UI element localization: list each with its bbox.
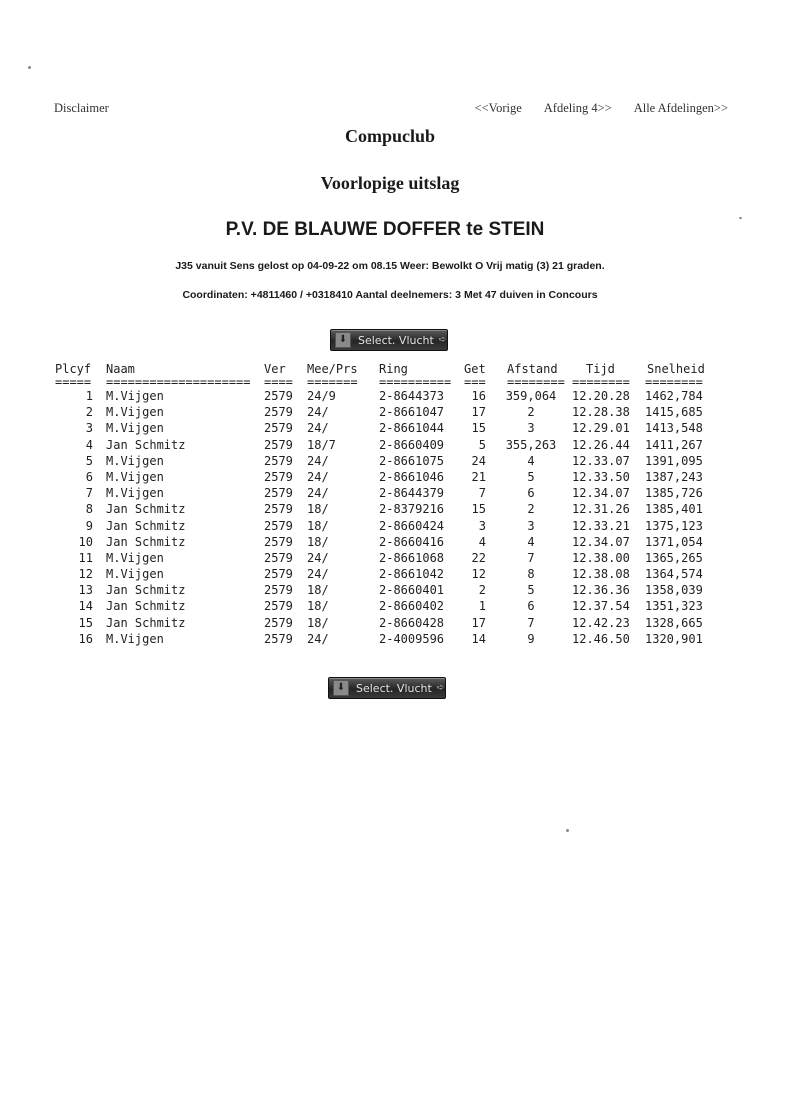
select-flight-label: Select. Vlucht [356, 681, 432, 695]
cell-ver: 2579 [264, 599, 293, 614]
cell-naam: M.Vijgen [106, 567, 164, 582]
cell-ver: 2579 [264, 583, 293, 598]
cell-tijd: 12.36.36 [572, 583, 630, 598]
select-flight-button-bottom[interactable] [328, 677, 446, 699]
cell-get: 21 [471, 469, 486, 484]
header-snelheid: Snelheid [647, 362, 705, 376]
cell-plcyf: 8 [85, 502, 93, 517]
arrow-right-icon: ➪ [438, 335, 447, 345]
club-title: Compuclub [344, 126, 436, 146]
table-row [55, 632, 755, 648]
cell-plcyf: 10 [78, 534, 93, 549]
race-info: J35 vanuit Sens gelost op 04-09-22 om 08.15 Weer: Bewolkt O Vrij matig (3) 21 graden. [175, 260, 605, 272]
cell-mee-prs: 18/ [307, 599, 329, 614]
table-row [55, 535, 755, 551]
all-sections-link[interactable]: Alle Afdelingen>> [633, 101, 728, 115]
cell-mee-prs: 24/ [307, 405, 329, 420]
cell-tijd: 12.42.23 [572, 615, 630, 630]
cell-tijd: 12.34.07 [572, 486, 630, 501]
cell-ring: 2-8660402 [379, 599, 445, 614]
table-separator-row [55, 375, 755, 389]
cell-ver: 2579 [264, 502, 293, 517]
cell-tijd: 12.26.44 [572, 437, 630, 452]
cell-afstand: 9 [527, 631, 535, 646]
cell-naam: Jan Schmitz [106, 437, 186, 452]
cell-tijd: 12.38.00 [572, 550, 630, 565]
header-afstand: Afstand [507, 362, 558, 376]
cell-naam: M.Vijgen [106, 405, 164, 420]
cell-afstand: 5 [527, 469, 535, 484]
cell-snelheid: 1391,095 [645, 453, 703, 468]
cell-ver: 2579 [264, 550, 293, 565]
results-subtitle: Voorlopige uitslag [320, 173, 460, 193]
cell-afstand: 4 [527, 453, 535, 468]
cell-mee-prs: 24/9 [307, 389, 336, 403]
cell-get: 7 [478, 486, 486, 501]
cell-mee-prs: 24/ [307, 567, 329, 582]
cell-naam: Jan Schmitz [106, 534, 186, 549]
cell-get: 4 [478, 534, 486, 549]
cell-ring: 2-8660401 [379, 583, 445, 598]
cell-ver: 2579 [264, 389, 293, 403]
header-naam: Naam [106, 362, 135, 376]
cell-snelheid: 1358,039 [645, 583, 703, 598]
cell-naam: M.Vijgen [106, 631, 164, 646]
cell-tijd: 12.33.50 [572, 469, 630, 484]
table-row [55, 599, 755, 615]
separator-ver: ==== [264, 375, 293, 389]
previous-link[interactable]: <<Vorige [474, 101, 522, 115]
cell-afstand: 6 [527, 486, 535, 501]
cell-plcyf: 6 [85, 469, 93, 484]
separator-ring: ========== [379, 375, 452, 389]
separator-snelheid: ======== [645, 375, 703, 389]
cell-snelheid: 1371,054 [645, 534, 703, 549]
header-tijd: Tijd [586, 362, 615, 376]
cell-get: 16 [471, 389, 486, 403]
organization-title: P.V. DE BLAUWE DOFFER te STEIN [225, 219, 545, 240]
cell-afstand: 355,263 [505, 437, 557, 452]
cell-get: 1 [478, 599, 486, 614]
cell-snelheid: 1385,401 [645, 502, 703, 517]
cell-mee-prs: 24/ [307, 469, 329, 484]
cell-get: 24 [471, 453, 486, 468]
section-nav [475, 101, 728, 116]
cell-snelheid: 1411,267 [645, 437, 703, 452]
separator-mee-prs: ======= [307, 375, 358, 389]
select-flight-button-top[interactable] [330, 329, 448, 351]
cell-afstand: 7 [527, 550, 535, 565]
cell-ring: 2-8660409 [379, 437, 445, 452]
cell-plcyf: 12 [78, 567, 93, 582]
table-row [55, 454, 755, 470]
cell-ring: 2-4009596 [379, 631, 445, 646]
cell-plcyf: 5 [85, 453, 93, 468]
cell-ver: 2579 [264, 469, 293, 484]
table-row [55, 438, 755, 454]
cell-afstand: 3 [527, 421, 535, 436]
cell-snelheid: 1328,665 [645, 615, 703, 630]
cell-ring: 2-8660428 [379, 615, 445, 630]
cell-get: 2 [478, 583, 486, 598]
results-table [55, 362, 755, 648]
cell-tijd: 12.29.01 [572, 421, 630, 436]
header-ver: Ver [264, 362, 286, 376]
cell-get: 3 [478, 518, 486, 533]
cell-tijd: 12.28.38 [572, 405, 630, 420]
cell-tijd: 12.20.28 [572, 389, 630, 403]
cell-plcyf: 14 [78, 599, 93, 614]
cell-tijd: 12.34.07 [572, 534, 630, 549]
cell-ring: 2-8661046 [379, 469, 445, 484]
cell-snelheid: 1387,243 [645, 469, 703, 484]
cell-ring: 2-8661044 [379, 421, 445, 436]
cell-plcyf: 2 [85, 405, 93, 420]
header-plcyf: Plcyf [55, 362, 92, 376]
table-row [55, 389, 755, 405]
cell-ring: 2-8644373 [379, 389, 445, 403]
cell-naam: M.Vijgen [106, 453, 164, 468]
cell-mee-prs: 24/ [307, 550, 329, 565]
coordinates-info: Coordinaten: +4811460 / +0318410 Aantal deelnemers: 3 Met 47 duiven in Concours [182, 289, 598, 301]
cell-tijd: 12.33.21 [572, 518, 630, 533]
cell-get: 17 [471, 405, 486, 420]
cell-ver: 2579 [264, 421, 293, 436]
cell-ring: 2-8379216 [379, 502, 445, 517]
cell-ring: 2-8661075 [379, 453, 445, 468]
cell-ring: 2-8661068 [379, 550, 445, 565]
cell-afstand: 8 [527, 567, 535, 582]
cell-ver: 2579 [264, 518, 293, 533]
table-row [55, 616, 755, 632]
cell-mee-prs: 18/ [307, 583, 329, 598]
cell-naam: M.Vijgen [106, 389, 164, 403]
cell-tijd: 12.37.54 [572, 599, 630, 614]
cell-naam: M.Vijgen [106, 550, 164, 565]
cell-plcyf: 16 [78, 631, 93, 646]
cell-afstand: 7 [527, 615, 535, 630]
scan-speck [566, 829, 569, 832]
table-row [55, 470, 755, 486]
cell-ver: 2579 [264, 453, 293, 468]
cell-ver: 2579 [264, 437, 293, 452]
header-get: Get [464, 362, 486, 376]
cell-mee-prs: 24/ [307, 421, 329, 436]
cell-get: 17 [471, 615, 486, 630]
cell-tijd: 12.38.08 [572, 567, 630, 582]
cell-afstand: 5 [527, 583, 535, 598]
cell-get: 14 [471, 631, 486, 646]
cell-get: 12 [471, 567, 486, 582]
cell-mee-prs: 18/ [307, 502, 329, 517]
table-row [55, 421, 755, 437]
cell-naam: Jan Schmitz [106, 615, 186, 630]
select-flight-label: Select. Vlucht [358, 333, 434, 347]
cell-mee-prs: 24/ [307, 486, 329, 501]
cell-tijd: 12.31.26 [572, 502, 630, 517]
cell-ver: 2579 [264, 405, 293, 420]
header-mee-prs: Mee/Prs [307, 362, 358, 376]
cell-plcyf: 1 [85, 389, 93, 403]
cell-naam: Jan Schmitz [106, 599, 186, 614]
cell-get: 22 [471, 550, 486, 565]
cell-tijd: 12.46.50 [572, 631, 630, 646]
separator-tijd: ======== [572, 375, 630, 389]
cell-snelheid: 1375,123 [645, 518, 703, 533]
table-row [55, 583, 755, 599]
table-row [55, 551, 755, 567]
cell-ver: 2579 [264, 567, 293, 582]
cell-snelheid: 1413,548 [645, 421, 703, 436]
table-row [55, 519, 755, 535]
cell-afstand: 2 [527, 405, 535, 420]
cell-ring: 2-8661047 [379, 405, 445, 420]
cell-afstand: 2 [527, 502, 535, 517]
cell-tijd: 12.33.07 [572, 453, 630, 468]
table-row [55, 405, 755, 421]
cell-afstand: 359,064 [505, 389, 557, 403]
separator-naam: ==================== [106, 375, 251, 389]
cell-ring: 2-8660416 [379, 534, 445, 549]
cell-ver: 2579 [264, 631, 293, 646]
download-icon: ⬇ [335, 332, 351, 348]
cell-mee-prs: 18/ [307, 518, 329, 533]
separator-plcyf: ===== [55, 375, 92, 389]
cell-snelheid: 1462,784 [645, 389, 703, 403]
cell-snelheid: 1351,323 [645, 599, 703, 614]
next-section-link[interactable]: Afdeling 4>> [543, 101, 612, 115]
cell-snelheid: 1385,726 [645, 486, 703, 501]
table-row [55, 567, 755, 583]
cell-afstand: 4 [527, 534, 535, 549]
download-icon: ⬇ [333, 680, 349, 696]
cell-naam: M.Vijgen [106, 469, 164, 484]
cell-naam: M.Vijgen [106, 421, 164, 436]
cell-ver: 2579 [264, 615, 293, 630]
table-body [55, 389, 755, 648]
cell-snelheid: 1364,574 [645, 567, 703, 582]
cell-get: 15 [471, 421, 486, 436]
table-row [55, 486, 755, 502]
cell-afstand: 6 [527, 599, 535, 614]
cell-plcyf: 11 [78, 550, 93, 565]
arrow-right-icon: ➪ [436, 683, 445, 693]
header-ring: Ring [379, 362, 408, 376]
cell-naam: M.Vijgen [106, 486, 164, 501]
cell-plcyf: 15 [78, 615, 93, 630]
disclaimer-link[interactable]: Disclaimer [54, 101, 109, 115]
cell-get: 5 [478, 437, 486, 452]
cell-ver: 2579 [264, 486, 293, 501]
cell-plcyf: 3 [85, 421, 93, 436]
cell-snelheid: 1415,685 [645, 405, 703, 420]
cell-plcyf: 7 [85, 486, 93, 501]
cell-naam: Jan Schmitz [106, 518, 186, 533]
scan-speck [28, 66, 31, 69]
cell-mee-prs: 24/ [307, 453, 329, 468]
cell-plcyf: 4 [85, 437, 93, 452]
cell-ring: 2-8660424 [379, 518, 445, 533]
cell-ver: 2579 [264, 534, 293, 549]
cell-mee-prs: 18/ [307, 534, 329, 549]
table-row [55, 502, 755, 518]
cell-mee-prs: 24/ [307, 631, 329, 646]
cell-plcyf: 9 [85, 518, 93, 533]
cell-naam: Jan Schmitz [106, 502, 186, 517]
cell-mee-prs: 18/7 [307, 437, 336, 452]
cell-ring: 2-8644379 [379, 486, 445, 501]
cell-naam: Jan Schmitz [106, 583, 186, 598]
separator-get: === [464, 375, 486, 389]
cell-snelheid: 1320,901 [645, 631, 703, 646]
cell-plcyf: 13 [78, 583, 93, 598]
cell-mee-prs: 18/ [307, 615, 329, 630]
cell-afstand: 3 [527, 518, 535, 533]
cell-snelheid: 1365,265 [645, 550, 703, 565]
separator-afstand: ======== [507, 375, 565, 389]
cell-get: 15 [471, 502, 486, 517]
cell-ring: 2-8661042 [379, 567, 445, 582]
